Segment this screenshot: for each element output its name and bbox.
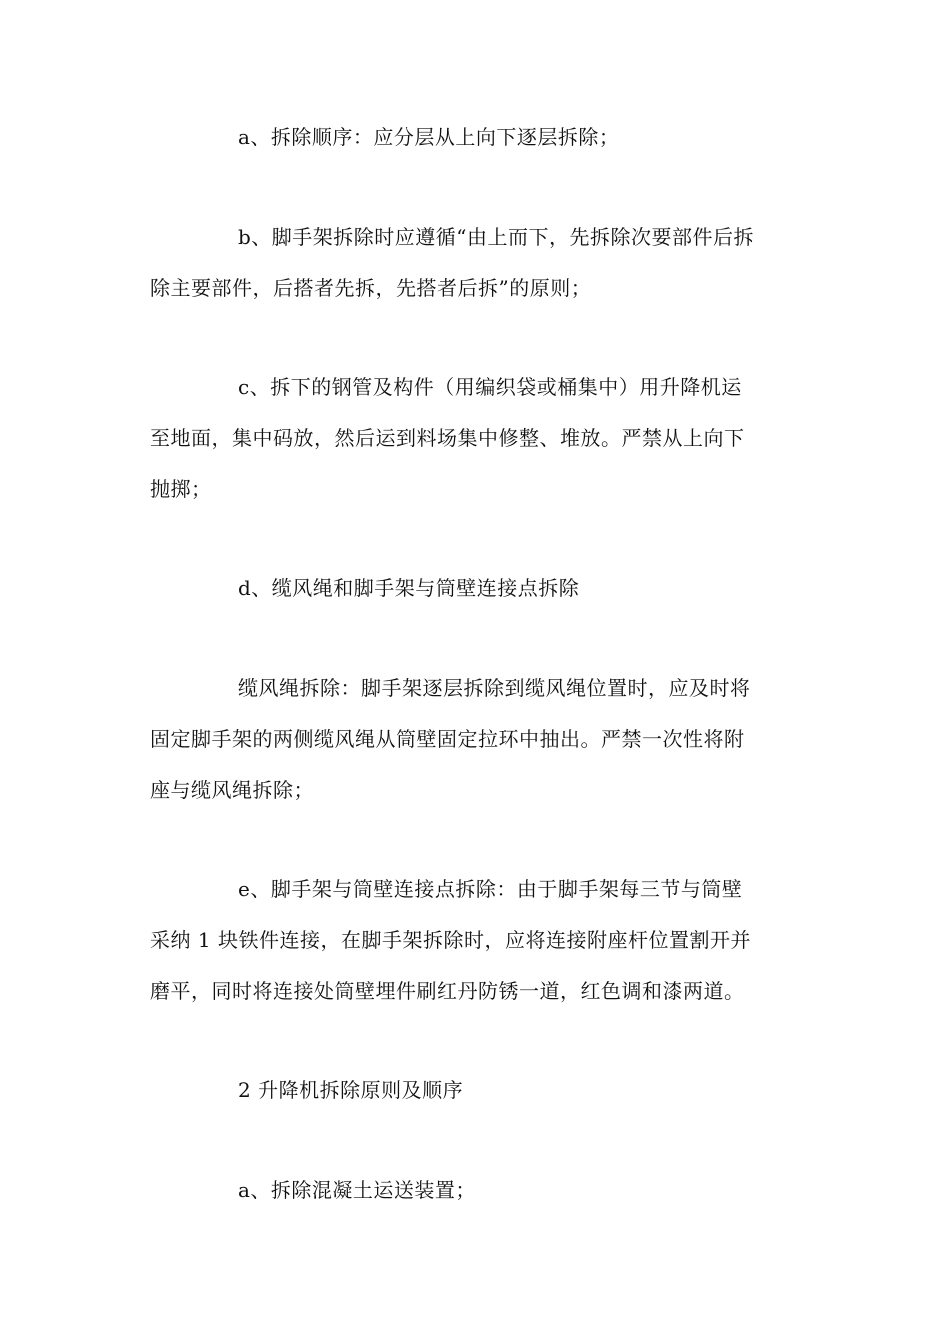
paragraph-concrete-conveyor-removal (150, 1165, 800, 1216)
paragraph-dismantling-principle (150, 212, 800, 314)
text-line: 座与缆风绳拆除； (150, 778, 314, 802)
text-line: 除主要部件，后搭者先拆，先搭者后拆”的原则； (150, 276, 592, 300)
text-line: b、脚手架拆除时应遵循“由上而下，先拆除次要部件后拆 (238, 225, 755, 249)
paragraph-cable-removal (150, 663, 800, 816)
text-line: 抛掷； (150, 477, 212, 501)
text-line: d、缆风绳和脚手架与筒壁连接点拆除 (238, 576, 580, 600)
text-line: 至地面，集中码放，然后运到料场集中修整、堆放。严禁从上向下 (150, 426, 745, 450)
text-line: a、拆除顺序：应分层从上向下逐层拆除； (238, 125, 620, 149)
text-line: 缆风绳拆除：脚手架逐层拆除到缆风绳位置时，应及时将 (238, 676, 751, 700)
paragraph-dismantling-order (150, 112, 800, 163)
text-line: a、拆除混凝土运送装置； (238, 1178, 476, 1202)
text-line: 磨平，同时将连接处筒壁埋件刷红丹防锈一道，红色调和漆两道。 (150, 979, 745, 1003)
text-line: 固定脚手架的两侧缆风绳从筒壁固定拉环中抽出。严禁一次性将附 (150, 727, 745, 751)
paragraph-cable-connection-heading (150, 563, 800, 614)
paragraph-wall-connection-removal (150, 864, 800, 1017)
section-heading-elevator-removal (150, 1065, 800, 1116)
paragraph-steel-pipe-transport (150, 362, 800, 515)
text-line: c、拆下的钢管及构件（用编织袋或桶集中）用升降机运 (238, 375, 742, 399)
text-line: 采纳 1 块铁件连接，在脚手架拆除时，应将连接附座杆位置割开并 (150, 928, 751, 952)
text-line: 2 升降机拆除原则及顺序 (238, 1078, 464, 1102)
text-line: e、脚手架与筒壁连接点拆除：由于脚手架每三节与筒壁 (238, 877, 743, 901)
